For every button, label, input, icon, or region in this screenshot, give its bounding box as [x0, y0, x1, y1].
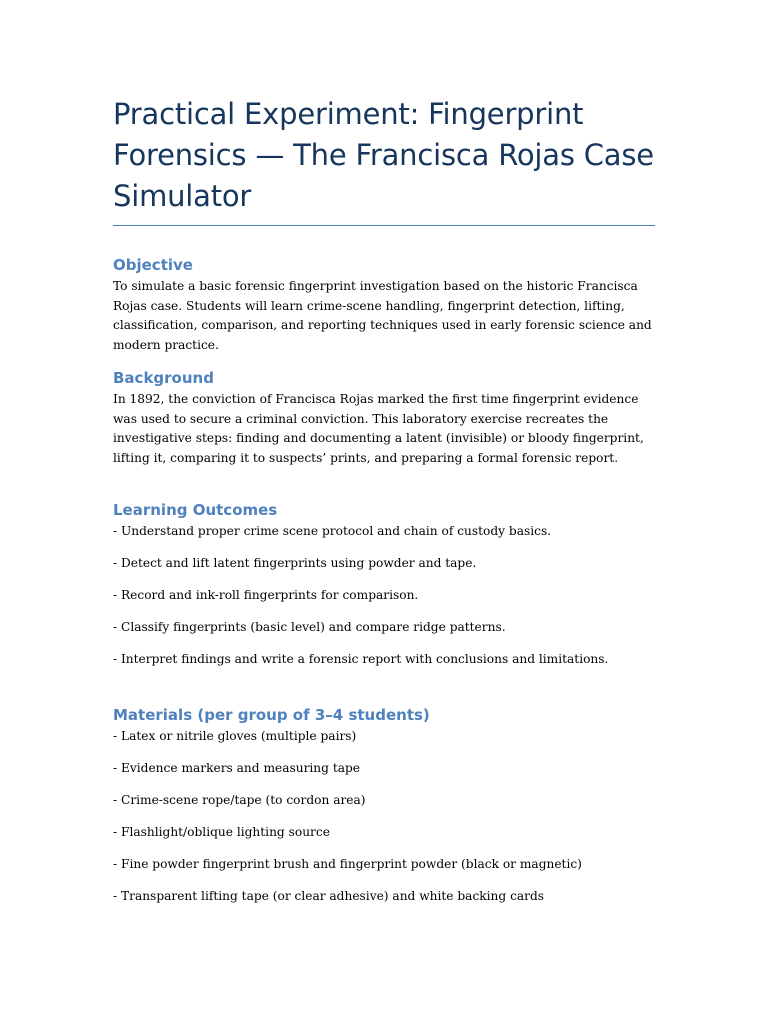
background-text: In 1892, the conviction of Francisca Rojas marked the first time fingerprint evidence was used to secure a criminal conviction. This laboratory exercise recreates the investigative steps: finding and documenting a latent (invisible) or bloody fingerprint, lifting it, comparing it to suspects’ prints, and preparing a formal forensic report. [113, 392, 644, 465]
document-title: Practical Experiment: Fingerprint Forensics — The Francisca Rojas Case Simulator [113, 97, 654, 213]
list-item: - Evidence markers and measuring tape [113, 761, 361, 775]
section-materials [113, 705, 655, 903]
list-item: - Crime-scene rope/tape (to cordon area) [113, 793, 366, 807]
background-heading: Background [113, 369, 214, 387]
list-item: - Detect and lift latent fingerprints using powder and tape. [113, 556, 477, 570]
materials-heading: Materials (per group of 3–4 students) [113, 706, 430, 724]
list-item: - Record and ink-roll fingerprints for comparison. [113, 588, 419, 602]
list-item: - Fine powder fingerprint brush and fingerprint powder (black or magnetic) [113, 857, 582, 871]
learning-outcomes-heading: Learning Outcomes [113, 501, 278, 519]
list-item: - Transparent lifting tape (or clear adhesive) and white backing cards [113, 889, 545, 903]
list-item: - Classify fingerprints (basic level) and compare ridge patterns. [113, 620, 506, 634]
section-objective [113, 255, 655, 355]
document-page [113, 94, 655, 903]
title-divider [113, 225, 655, 226]
objective-text: To simulate a basic forensic fingerprint investigation based on the historic Francisca Rojas case. Students will learn crime-scene handling, fingerprint detection, lifting, classification, comparison, and reporting techniques used in early forensic science and modern practice. [113, 279, 652, 352]
list-item: - Flashlight/oblique lighting source [113, 825, 330, 839]
objective-heading: Objective [113, 256, 193, 274]
list-item: - Interpret findings and write a forensic report with conclusions and limitations. [113, 652, 609, 666]
list-item: - Latex or nitrile gloves (multiple pairs) [113, 729, 357, 743]
section-learning-outcomes [113, 500, 655, 666]
section-background [113, 368, 655, 468]
list-item: - Understand proper crime scene protocol and chain of custody basics. [113, 524, 552, 538]
